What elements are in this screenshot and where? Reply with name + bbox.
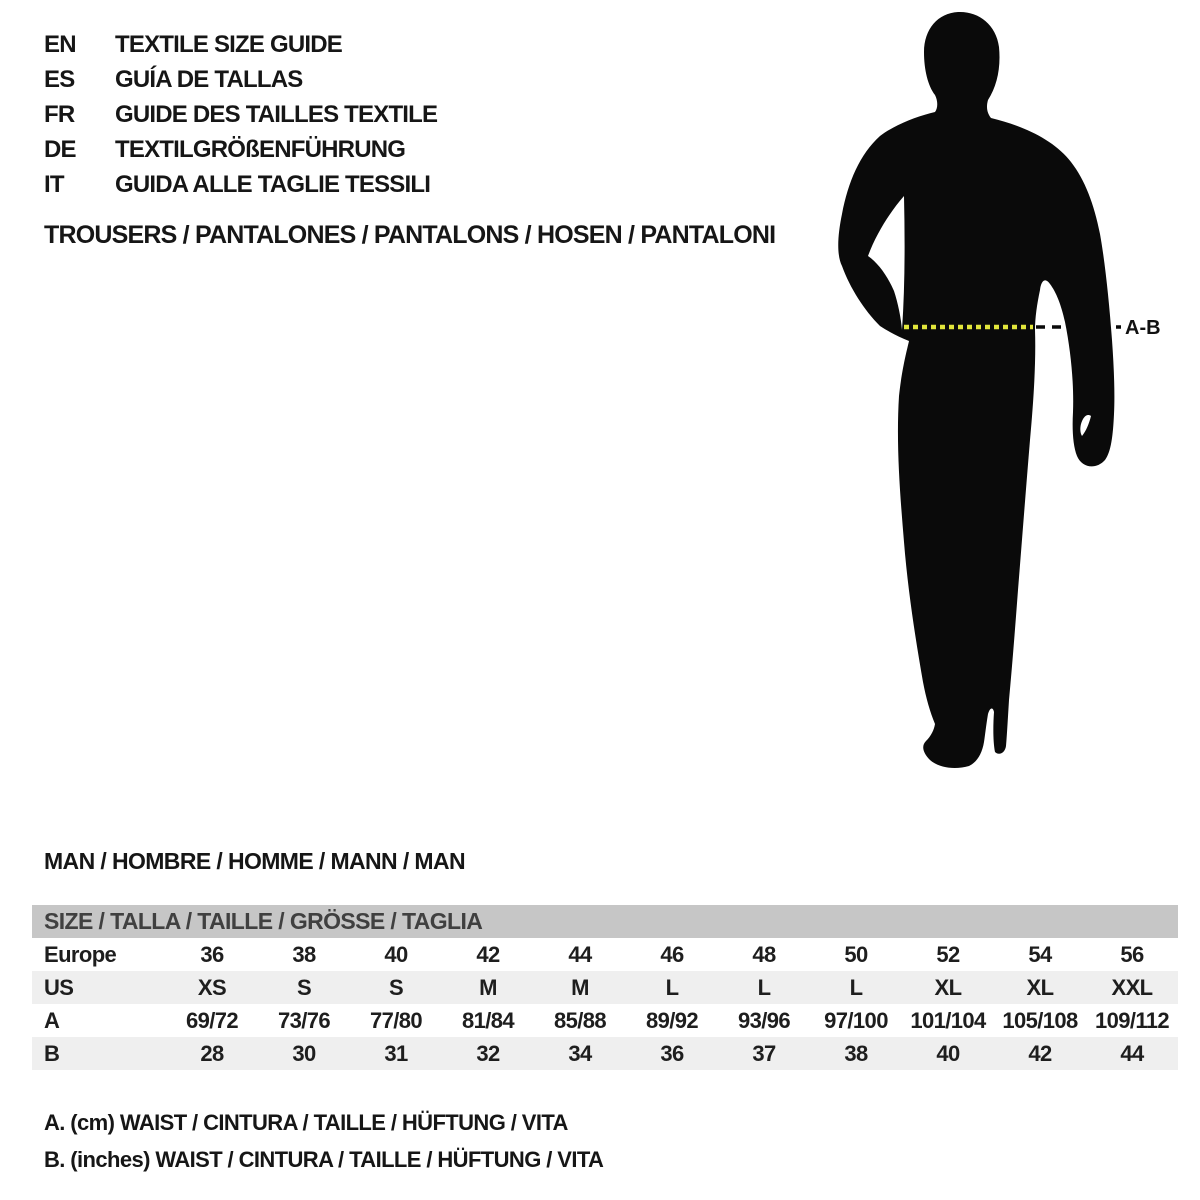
cell: XL (934, 974, 962, 1000)
language-row-it (44, 167, 437, 202)
cell: 101/104 (910, 1007, 986, 1033)
cell: 73/76 (277, 1007, 331, 1033)
cell: 109/112 (1094, 1007, 1170, 1033)
cell: L (849, 974, 863, 1000)
size-table-header-row (32, 905, 1178, 938)
cell: 48 (752, 941, 776, 967)
table-row-us (32, 971, 1178, 1004)
cell: 30 (292, 1040, 316, 1066)
cell: 31 (384, 1040, 408, 1066)
size-table-header: SIZE / TALLA / TAILLE / GRÖSSE / TAGLIA (32, 905, 1178, 938)
language-row-en (44, 27, 437, 62)
cell: 44 (1120, 1040, 1144, 1066)
cell: 36 (200, 941, 224, 967)
cell: 54 (1028, 941, 1052, 967)
table-row-b-inches (32, 1037, 1178, 1070)
cell: S (388, 974, 404, 1000)
row-label: Europe (44, 941, 117, 967)
cell: M (571, 974, 589, 1000)
cell: 46 (660, 941, 684, 967)
cell: L (757, 974, 771, 1000)
cell: 81/84 (461, 1007, 515, 1033)
language-code: IT (44, 171, 64, 198)
language-title: TEXTILGRÖßENFÜHRUNG (115, 136, 406, 163)
language-code: ES (44, 66, 75, 93)
cell: S (296, 974, 312, 1000)
cell: 69/72 (185, 1007, 239, 1033)
cell: 77/80 (369, 1007, 423, 1033)
cell: 37 (752, 1040, 776, 1066)
cell: 85/88 (553, 1007, 607, 1033)
language-row-de (44, 132, 437, 167)
cell: 89/92 (645, 1007, 699, 1033)
cell: 56 (1120, 941, 1144, 967)
table-row-europe (32, 938, 1178, 971)
cell: 28 (200, 1040, 224, 1066)
category-heading: TROUSERS / PANTALONES / PANTALONS / HOSEN / PANTALONI (44, 221, 776, 249)
row-label: US (44, 974, 74, 1000)
cell: 42 (476, 941, 500, 967)
cell: 40 (384, 941, 408, 967)
note-b-inches: B. (inches) WAIST / CINTURA / TAILLE / HÜFTUNG / VITA (44, 1147, 604, 1172)
table-row-a-cm (32, 1004, 1178, 1037)
cell: L (665, 974, 679, 1000)
cell: XXL (1111, 974, 1153, 1000)
man-silhouette (838, 12, 1114, 768)
cell: M (479, 974, 497, 1000)
language-title: GUIDE DES TAILLES TEXTILE (115, 101, 438, 128)
row-label: A (44, 1007, 60, 1033)
measurement-notes (44, 1104, 603, 1178)
language-title-list (44, 27, 437, 202)
cell: 52 (936, 941, 960, 967)
cell: 32 (476, 1040, 500, 1066)
size-table (32, 905, 1178, 1070)
language-row-fr (44, 97, 437, 132)
note-a-cm: A. (cm) WAIST / CINTURA / TAILLE / HÜFTUNG / VITA (44, 1110, 568, 1135)
cell: 38 (844, 1040, 868, 1066)
cell: XS (197, 974, 227, 1000)
cell: 50 (844, 941, 868, 967)
language-title: TEXTILE SIZE GUIDE (115, 31, 342, 58)
man-silhouette-figure (828, 0, 1200, 800)
cell: 105/108 (1002, 1007, 1078, 1033)
language-code: DE (44, 136, 76, 163)
silhouette-svg (828, 0, 1200, 800)
cell: 97/100 (824, 1007, 888, 1033)
cell: 34 (568, 1040, 592, 1066)
language-code: EN (44, 31, 76, 58)
gender-heading: MAN / HOMBRE / HOMME / MANN / MAN (44, 848, 466, 874)
cell: 93/96 (737, 1007, 791, 1033)
language-title: GUIDA ALLE TAGLIE TESSILI (115, 171, 431, 198)
measurement-label: A-B (1125, 317, 1161, 339)
cell: 40 (936, 1040, 960, 1066)
language-title: GUÍA DE TALLAS (115, 66, 303, 93)
cell: 42 (1028, 1040, 1052, 1066)
cell: XL (1026, 974, 1054, 1000)
language-code: FR (44, 101, 75, 128)
language-row-es (44, 62, 437, 97)
cell: 36 (660, 1040, 684, 1066)
row-label: B (44, 1040, 60, 1066)
cell: 44 (568, 941, 592, 967)
cell: 38 (292, 941, 316, 967)
